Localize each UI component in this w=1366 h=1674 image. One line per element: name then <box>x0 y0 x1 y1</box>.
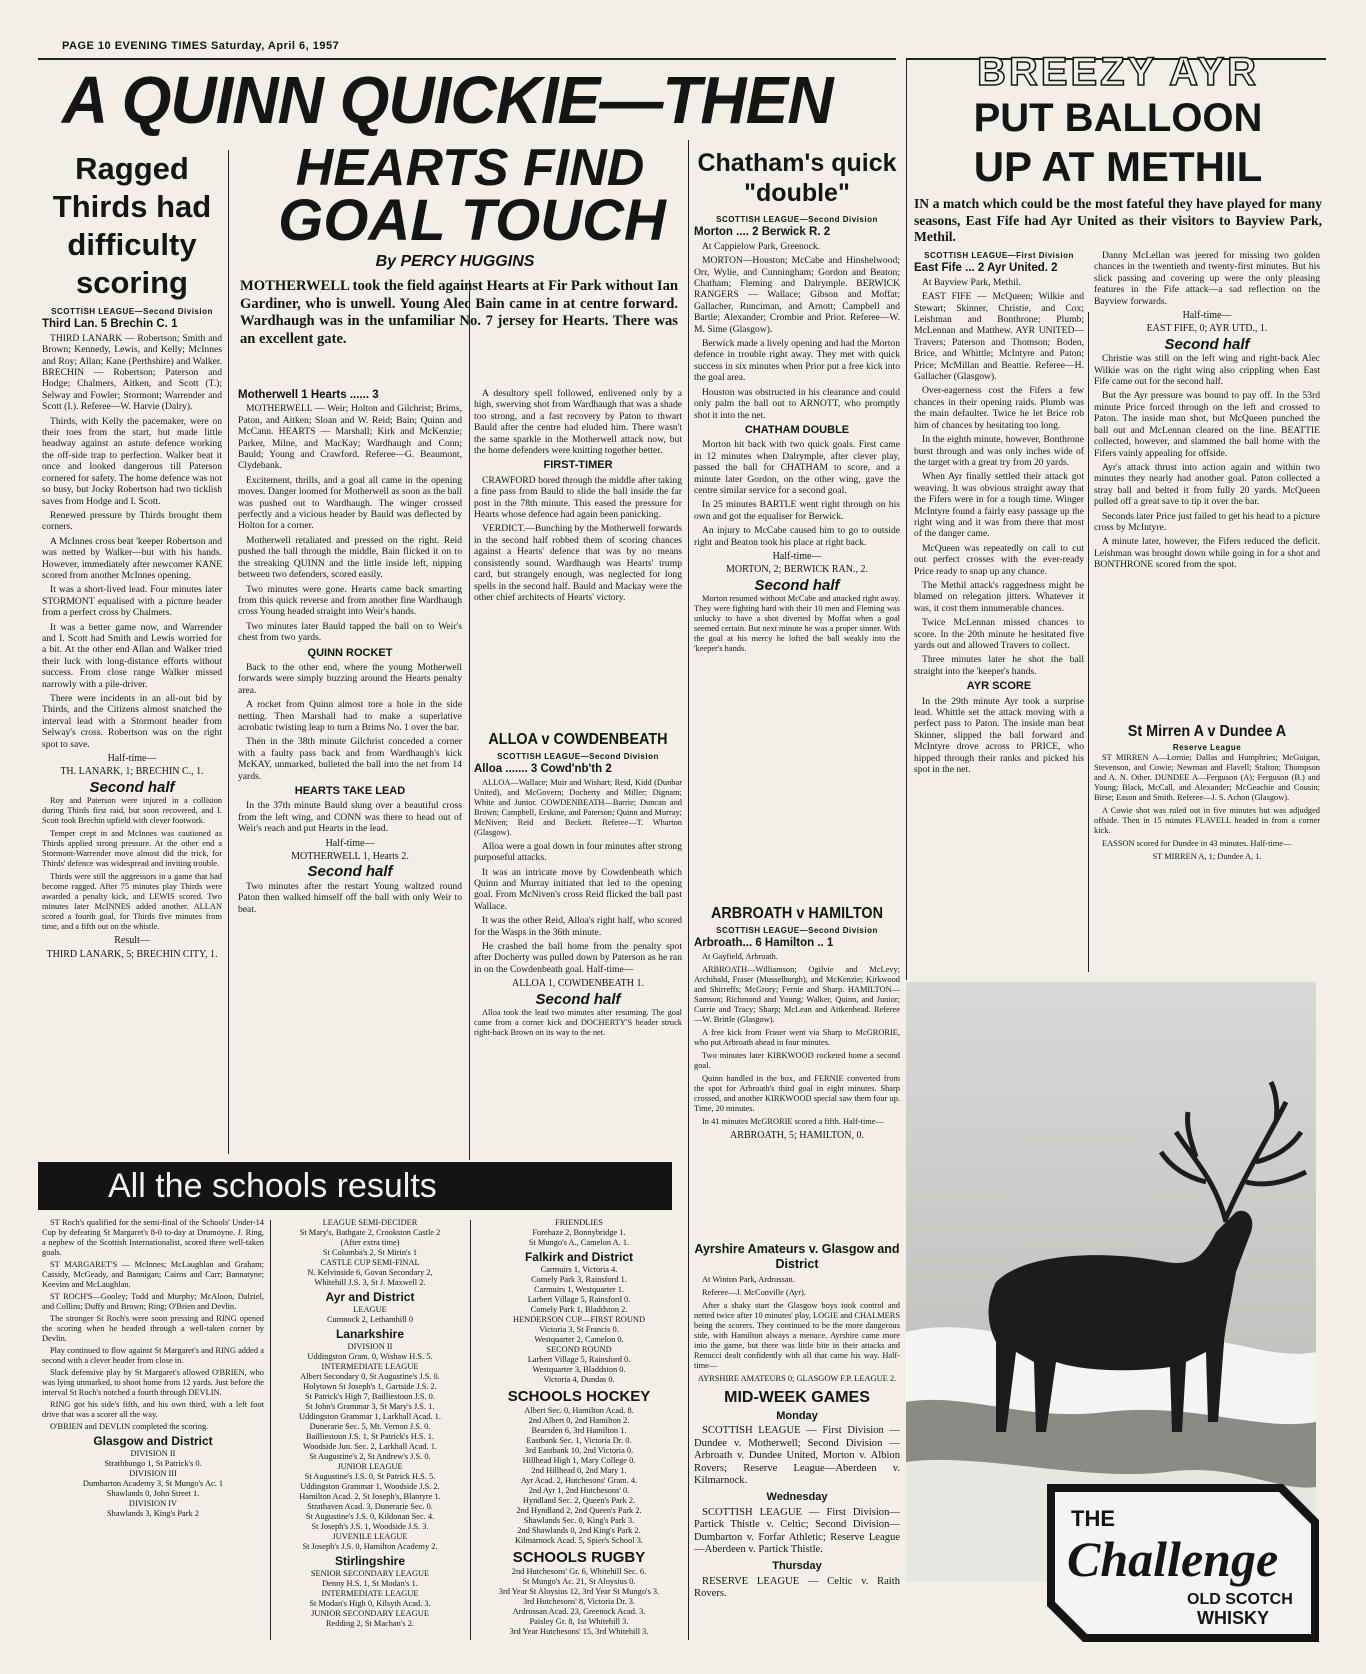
thirds-p9: Thirds were still the aggressors in a game that had become ragged. After 75 minutes play Thirds were awarded a penalty kick, and LEWIS scored. Two minutes later McINNES added another. ALLAN scored a fourth goal, for Thirds five minutes from time, and a fifth out on the whistle. <box>42 872 222 932</box>
alloa-teams: ALLOA—Wallace; Muir and Wishart; Reid, Kidd (Dunbar United), and McGovern; Docherty and Miller; Dignam; White and Junior. COWDENBEATH—Barrie; Duncan and Brown; Campbell, Erskine, and Paterson; Quinn and Murray; McNiven; Reid and Beckett. Referee—T. Wharton (Glasgow). <box>474 777 682 837</box>
chatham-p6: Morton resumed without McCabe and attacked right away. They were fighting hard with their 10 men and Fleming was unlucky to have a shot diverted by Moffat when a goal seemed certain. But next minute he was a proper sinner. With the goal at his mercy he lofted the ball weakly into the 'keeper's hands. <box>694 594 900 654</box>
schools-fal-r2: Comely Park 3, Rainsford 1. <box>531 1275 627 1284</box>
thirds-headline: Ragged Thirds had difficulty scoring <box>52 151 212 300</box>
chatham-p1: Berwick made a lively opening and had the Morton defence in trouble right away. They met with quick success in six minutes when Prior put a free kick into the goal area. <box>694 338 900 384</box>
schools-lan-r3: Albert Secondary 0, St Augustine's J.S. 0. <box>300 1372 440 1381</box>
schools-div2: DIVISION II <box>130 1449 176 1458</box>
thirds-p4: It was a short-lived lead. Four minutes later STORMONT equalised with a picture header from a perfect cross by Chalmers. <box>42 584 222 619</box>
schools-stir-r1: SENIOR SECONDARY LEAGUE <box>310 1569 430 1578</box>
ayr-second-half: Second half <box>1164 335 1250 353</box>
main-sub-hearts-lead: HEARTS TAKE LEAD <box>294 785 406 797</box>
thirds-p8: Temper crept in and McInnes was cautioned as Thirds applied strong pressure. At the other end a Stormont-Warrender move almost did the trick, for Thirds' defence was widespread and inviting trouble. <box>42 829 222 869</box>
main-story-col2 <box>474 388 682 778</box>
arbroath-p3: Quinn handled in the box, and FERNIE converted from the spot for Arbroath's third goal in eight minutes. Sharp crossed, and another KIRKWOOD special saw them four up. Time, 20 minutes. <box>694 1073 900 1113</box>
byline: By PERCY HUGGINS <box>375 253 535 270</box>
schools-fal-r6: HENDERSON CUP—FIRST ROUND <box>512 1315 645 1324</box>
thirds-p2: Renewed pressure by Thirds brought them corners. <box>42 509 222 533</box>
schools-r-r4: 3rd Hutchesons' 8, Victoria Dr. 3. <box>522 1597 636 1606</box>
chatham-league: SCOTTISH LEAGUE—Second Division <box>716 215 878 224</box>
top-rule <box>38 58 896 60</box>
schools-intro: ST Roch's qualified for the semi-final of the Schools' Under-14 Cup by defeating St Margaret's 8-0 to-day at Drumoyne. J. Ring, a nephew of the Scottish Internationalist, scored three well-taken goals. <box>42 1218 264 1257</box>
stmirren-p1: A Cowie shot was ruled out in five minutes but was adjudged offside. Then in 15 minutes FLAVELL headed in from a corner kick. <box>1094 806 1320 836</box>
main-p12: VERDICT.—Bunching by the Motherwell forwards in the second half robbed them of scoring chances against a Hearts' defence that was by no means consistently sound. Wardhaugh was Hearts' trump card, but strangely enough, was neglected for long spells in the second half. Bauld and Mackay were the other chief architects of Hearts' victory. <box>474 523 682 603</box>
column-rule <box>270 1220 271 1640</box>
schools-lan-r2: INTERMEDIATE LEAGUE <box>321 1362 419 1371</box>
thirds-final: THIRD LANARK, 5; BRECHIN CITY, 1. <box>46 948 218 960</box>
chatham-sub: CHATHAM DOUBLE <box>744 423 850 436</box>
thirds-p1: Thirds, with Kelly the pacemaker, were on their toes from the start, but made little headway against an astute defence working the off-side trap to perfection. Walker beat it once and looked dangerous till Paterson cornered for safety. The home defence was not so busy, but Jocky Robertson had two ticklish saves from Hodge and I. Scott. <box>42 415 222 507</box>
ayr-story-col1 <box>914 250 1084 974</box>
schools-lan-r1: Uddingston Gram. 0, Wishaw H.S. 5. <box>307 1352 433 1361</box>
stmirren-story <box>1094 720 1320 968</box>
schools-lan-r16: Strathaven Acad. 3, Dunerarie Sec. 0. <box>307 1502 433 1511</box>
schools-friendlies: FRIENDLIES <box>555 1218 603 1227</box>
ad-old-scotch: OLD SCOTCH <box>1187 1591 1293 1608</box>
schools-r-r5: Ardrossan Acad. 23, Greenock Acad. 3. <box>512 1607 646 1616</box>
midweek-thursday: Thursday <box>772 1560 822 1573</box>
arbroath-headline: ARBROATH v HAMILTON <box>710 905 883 922</box>
schools-h-r1: Albert Sec. 0, Hamilton Acad. 8. <box>524 1406 634 1415</box>
main-p6: A rocket from Quinn almost tore a hole in the side netting. Then Marshall had to make a superlative acrobatic twisting leap to turn a Brims No. 1 over the bar. <box>238 699 462 733</box>
schools-c2-7: Whitehill J.S. 3, St J. Maxwell 2. <box>314 1278 426 1287</box>
chatham-second-half: Second half <box>754 576 840 594</box>
main-p9: Two minutes after the restart Young waltzed round Paton then walked himself off the ball with only Weir to beat. <box>238 880 462 915</box>
schools-ayr-league: LEAGUE <box>353 1305 387 1314</box>
schools-falkirk: Falkirk and District <box>524 1250 634 1264</box>
schools-gd-r4: Shawlands 3, King's Park 2 <box>106 1509 199 1518</box>
schools-ayr-district: Ayr and District <box>325 1290 415 1304</box>
main-sub-first-timer: FIRST-TIMER <box>543 459 613 472</box>
schools-col2 <box>274 1218 466 1642</box>
column-rule <box>228 150 229 1154</box>
schools-h-r10: Hyndland Sec. 2, Queen's Park 2. <box>522 1496 636 1505</box>
arbroath-teams: ARBROATH—Williamson; Ogilvie and McLevy; Archibald, Fraser (Musselburgh), and McKenzie; Kirkwood and Shirreffs; McGrory; Fernie and Sharp. HAMILTON—Samson; Richmond and Young; Walker, Quinn, and Junior; Currie and Tracy; Sharp; McLean and Aitkenhead. Referee—W. Brittle (Glasgow). <box>694 964 900 1024</box>
alloa-p1: Alloa were a goal down in four minutes after strong purposeful attacks. <box>474 840 682 864</box>
midweek-wed-text: SCOTTISH LEAGUE — First Division—Partick Thistle v. Celtic; Second Division—Dumbarton v. Forfar Athletic; Reserve League—Aberdeen v. Partick Thistle. <box>694 1506 900 1556</box>
chatham-halftime: Half-time— <box>772 550 822 562</box>
schools-h-r5: 3rd Eastbank 10, 2nd Victoria 0. <box>524 1446 634 1455</box>
ayr-p9: Danny McLellan was jeered for missing two golden chances in the twentieth and twenty-first minutes. But his slick passing and covering up were the only pleasing features in the Fife attack—a sad reflection on the Bayview forwards. <box>1094 250 1320 307</box>
chatham-htscore: MORTON, 2; BERWICK RAN., 2. <box>725 564 868 576</box>
thirds-result: Result— <box>114 935 150 947</box>
schools-p1: The stronger St Roch's were soon pressing and RING opened the scoring when he headed through a well-taken corner by Devlin. <box>42 1314 264 1343</box>
main-headline-2: HEARTS FIND <box>295 139 645 197</box>
schools-r-r7: 3rd Year Hutchesons' 15, 3rd Whitehill 3. <box>509 1627 649 1636</box>
thirds-story <box>42 150 222 1150</box>
alloa-p5: Alloa took the lead two minutes after resuming. The goal came from a corner kick and DOCHERTY'S header struck right-back Brown on its way to the net. <box>474 1008 682 1038</box>
schools-h-r7: 2nd Hillhead 0, 2nd Mary 1. <box>531 1466 627 1475</box>
schools-lan-div: DIVISION II <box>347 1342 393 1351</box>
schools-stir-r2: Denny H.S. 1, St Modan's 1. <box>322 1579 418 1588</box>
stmirren-htscore: ST MIRREN A, 1; Dundee A, 1. <box>1152 852 1262 862</box>
stmirren-league: Reserve League <box>1172 743 1242 752</box>
ayr-story-col2 <box>1094 250 1320 686</box>
main-p1: Excitement, thrills, and a goal all came in the opening moves. Danger loomed for Motherwell as soon as the ball was pushed out to Wardhaugh. The winger crossed perfectly and a vicious header by Bauld was deflected by Holton for a corner. <box>238 474 462 532</box>
alloa-score: Alloa ....... 3 Cowd'nb'th 2 <box>474 763 612 776</box>
schools-t1: ST MARGARET'S — McInnes; McLaughlan and Graham; Cassidy, McGeady, and Bannigan; Cairns and Carr; Bannatyne; Keevins and McLaughlan. <box>42 1260 264 1289</box>
ayr-headline-3: UP AT METHIL <box>973 143 1263 190</box>
chatham-headline: Chatham's quick "double" <box>697 149 897 207</box>
thirds-league: SCOTTISH LEAGUE—Second Division <box>51 307 213 316</box>
main-htscore: MOTHERWELL 1, Hearts 2. <box>291 851 409 863</box>
schools-lan-r14: Uddingston Grammar 1, Woodside J.S. 2. <box>300 1482 440 1491</box>
main-headline-3: GOAL TOUCH <box>278 188 666 253</box>
chatham-score: Morton .... 2 Berwick R. 2 <box>694 226 831 239</box>
main-intro: MOTHERWELL took the field against Hearts at Fir Park without Ian Gardiner, who is unwell. Young Alec Bain came in at centre forward. Wardhaugh was in the unfamiliar No. 7 jersey for Hearts. There was an excellent gate. <box>240 278 678 347</box>
ayr-intro: IN a match which could be the most fateful they have played for many seasons, East Fife had Ayr United as their visitors to Bayview Park, Methil. <box>914 196 1322 244</box>
schools-gd-r3: Shawlands 0, John Street 1. <box>106 1489 200 1498</box>
schools-h-r4: Eastbank Sec. 1, Victoria Dr. 0. <box>526 1436 632 1445</box>
alloa-second-half: Second half <box>535 990 621 1008</box>
thirds-htscore: TH. LANARK, 1; BRECHIN C., 1. <box>60 766 204 778</box>
schools-div4: DIVISION IV <box>128 1499 178 1508</box>
schools-c2-3: (After extra time) <box>340 1238 400 1247</box>
schools-fal-r7: Victoria 3, St Francis 0. <box>539 1325 619 1334</box>
chatham-p4: In 25 minutes BARTLE went right through on his own and got the equaliser for Berwick. <box>694 499 900 522</box>
arbroath-venue: At Gayfield, Arbroath. <box>702 951 778 961</box>
thirds-second-half: Second half <box>89 778 175 796</box>
schools-c2-5: CASTLE CUP SEMI-FINAL <box>320 1258 420 1267</box>
arbroath-score: Arbroath... 6 Hamilton .. 1 <box>694 937 834 950</box>
schools-fal-r8: Westquarter 2, Camelon 0. <box>534 1335 624 1344</box>
chatham-story <box>694 148 900 900</box>
schools-stirlingshire: Stirlingshire <box>334 1554 405 1568</box>
column-rule <box>688 140 689 1640</box>
arbroath-league: SCOTTISH LEAGUE—Second Division <box>716 926 878 935</box>
schools-fal-r5: Comely Park 1, Bladdston 2. <box>530 1305 628 1314</box>
schools-stir-r5: JUNIOR SECONDARY LEAGUE <box>311 1609 429 1618</box>
schools-ayr-r1: Cumnock 2, Lethamhill 0 <box>326 1315 414 1324</box>
ayr-p1: Over-eagerness cost the Fifers a few chances in their opening raids. Plumb was the main defaulter. Twice he let Brice rob him of chances by hesitating too long. <box>914 385 1084 431</box>
schools-r-r2: St Mungo's Ac. 21, St Aloysius 0. <box>522 1577 636 1586</box>
chatham-venue: At Cappielow Park, Greenock. <box>702 240 821 252</box>
chatham-p3: Morton hit back with two quick goals. First came in 12 minutes when Dalrymple, after clever play, passed the ball for CHATHAM to score, and a minute later Gordon, on the other wing, gave the centre similar service for a second goal. <box>694 439 900 496</box>
main-headline-1: A QUINN QUICKIE—THEN <box>62 62 833 138</box>
schools-p3: Slack defensive play by St Margaret's allowed O'BRIEN, who was lying unmarked, to shoot home from 12 yards. Just before the interval St Roch's notched a fourth through DEVLIN. <box>42 1368 264 1397</box>
ayr-p6: Twice McLennan missed chances to score. In the 20th minute he hesitated five yards out and allowed Travers to collect. <box>914 617 1084 651</box>
schools-fal-r11: Westquarter 3, Bladdston 0. <box>532 1365 626 1374</box>
schools-h-r13: 2nd Shawlands 0, 2nd King's Park 2. <box>517 1526 641 1535</box>
schools-stir-r3: INTERMEDIATE LEAGUE <box>321 1589 419 1598</box>
midweek-games <box>694 1388 900 1642</box>
schools-stir-r6: Redding 2, St Machan's 2. <box>325 1619 415 1628</box>
ayr-headline-1: BREEZY AYR <box>977 50 1259 94</box>
schools-h-r11: 2nd Hyndland 2, 2nd Queen's Park 2. <box>516 1506 642 1515</box>
main-p2: Motherwell retaliated and pressed on the right. Reid pushed the ball through the middle, Bain flicked it on to the streaking QUINN and the little inside left, nipping between two defenders, scored easily. <box>238 534 462 581</box>
schools-hockey: SCHOOLS HOCKEY <box>507 1388 651 1405</box>
ad-brand: Challenge <box>1067 1531 1279 1587</box>
schools-h-r6: Hillhead High 1, Mary College 0. <box>522 1456 636 1465</box>
ayr-venue: At Bayview Park, Methil. <box>922 276 1021 288</box>
ayr-teams: EAST FIFE — McQueen; Wilkie and Stewart; Skinner, Christie, and Cox; Leishman and Bonthrone; Plumb; McLennan and Matthew. AYR UNITED—Travers; Paterson and Thomson; Boden, Brice, and Whittle; McIntyre and Paton; Price; McMillan and Beattie. Referee—H. Gallacher (Glasgow). <box>914 291 1084 383</box>
schools-fal-r4: Larbert Village 5, Rainsford 0. <box>527 1295 631 1304</box>
schools-banner: All the schools results <box>38 1162 672 1210</box>
schools-lan-r15: Hamilton Acad. 2, St Joseph's, Blantyre 1. <box>299 1492 441 1501</box>
ayr-p14: A minute later, however, the Fifers reduced the deficit. Leishman was brought down while going in for a shot and BONTHRONE scored from the spot. <box>1094 536 1320 571</box>
thirds-score: Third Lan. 5 Brechin C. 1 <box>42 318 178 331</box>
ayrshire-p1: Referee—J. McConville (Ayr). <box>702 1288 806 1297</box>
main-p7: Then in the 38th minute Gilchrist conceded a corner with a faulty pass back and from Wardhaugh's kick McKAY, unmarked, bulleted the ball into the net from 14 yards. <box>238 736 462 782</box>
schools-c2-4: St Columba's 2, St Mirin's 1 <box>322 1248 418 1257</box>
schools-r-r1: 2nd Hutchesons' Gr. 6, Whitehill Sec. 6. <box>511 1567 647 1576</box>
main-score: Motherwell 1 Hearts ...... 3 <box>238 389 379 401</box>
alloa-league: SCOTTISH LEAGUE—Second Division <box>497 752 659 761</box>
schools-lan-r4: Holytown St Joseph's 1, Gartside J.S. 2. <box>303 1382 437 1391</box>
main-halftime: Half-time— <box>325 837 375 849</box>
main-story-col1 <box>238 388 462 1158</box>
stmirren-teams: ST MIRREN A—Lornie; Dallas and Humphries; McGuigan, Stevenson, and Cowie; Newman and Flavell; Stalton; Thompson and A. N. Other. DUNDEE A—Ferguson (A); Ferguson (B.) and Young; Black, McCall, and Alexander; McGeachie and Cousin; Birse; Eason and Smith. Referee—J. S. Achon (Glasgow). <box>1094 753 1320 803</box>
schools-lan-r17: St Augustine's J.S. 0, Kildonan Sec. 4. <box>305 1512 435 1521</box>
folio: PAGE 10 EVENING TIMES Saturday, April 6, 1957 <box>62 40 340 52</box>
chatham-p5: An injury to McCabe caused him to go to outside right and Beaton took his place at right back. <box>694 525 900 548</box>
ayr-p2: In the eighth minute, however, Bonthrone burst through and was only inches wide of the target with a great try from 20 yards. <box>914 434 1084 468</box>
schools-div3: DIVISION III <box>129 1469 177 1478</box>
stmirren-p2: EASSON scored for Dundee in 43 minutes. Half-time— <box>1102 839 1292 849</box>
ayrshire-story <box>694 1242 900 1388</box>
ayr-sub-score: AYR SCORE <box>966 680 1032 693</box>
schools-h-r2: 2nd Albert 0, 2nd Hamilton 2. <box>528 1416 630 1425</box>
main-p5: Back to the other end, where the young Motherwell forwards were simply buzzing around the Hearts penalty area. <box>238 661 462 696</box>
schools-fal-r12: Victoria 4, Dundas 0. <box>543 1375 615 1384</box>
schools-c2-1: LEAGUE SEMI-DECIDER <box>322 1218 418 1227</box>
stmirren-headline: St Mirren A v Dundee A <box>1127 723 1287 740</box>
main-teams: MOTHERWELL — Weir; Holton and Gilchrist; Brims, Paton, and Aitken; Sloan and W. Reid; Bain; Quinn and McCann. HEARTS — Marshall; Kirk and McKenzie; Parker, Milne, and MacKay; Wardhaugh and Conn; Bauld; Young and Crawford. Referee—G. Beaumont, Clydebank. <box>238 403 462 472</box>
thirds-p3: A McInnes cross beat 'keeper Robertson and was netted by Walker—but with his hands. However, immediately after newcomer KANE scored from another McInnes opening. <box>42 535 222 581</box>
alloa-headline: ALLOA v COWDENBEATH <box>488 731 668 748</box>
schools-r-r6: Paisley Gr. 8, 1st Whitehill 3. <box>529 1617 629 1626</box>
midweek-mon-text: SCOTTISH LEAGUE — First Division — Dundee v. Motherwell; Second Division — Arbroath v. Dundee United, Morton v. Albion Rovers; Reserve League—Aberdeen v. Kilmarnock. <box>694 1425 900 1487</box>
main-p11: CRAWFORD bored through the middle after taking a fine pass from Bauld to slide the ball inside the far post in the 78th minute. This eased the pressure for Hearts whose defence had again been panicking. <box>474 474 682 521</box>
ayr-score: East Fife ... 2 Ayr United. 2 <box>914 262 1058 275</box>
schools-lan-r8: Dunerarie Sec. 5, Mt. Vernon J.S. 0. <box>309 1422 431 1431</box>
schools-lanarkshire: Lanarkshire <box>335 1327 405 1341</box>
schools-col1 <box>42 1218 264 1642</box>
schools-lan-r10: Woodside Jun. Sec. 2, Larkhall Acad. 1. <box>303 1442 437 1451</box>
ayr-p5: The Methil attack's raggedness might be blamed on relegation jitters. Whatever it was, it cost them innumerable chances. <box>914 579 1084 614</box>
chatham-teams: MORTON—Houston; McCabe and Hinshelwood; Orr, Wylie, and Cunningham; Gordon and Beaton; Chatham; Fleming and Dalrymple. BERWICK RANGERS — Wallace; Gibson and Moffat; Gallacher, Runciman, and Arnott; Campbell and Bartle; Alexander; Crombie and Prior. Referee—W. M. Sime (Glasgow). <box>694 255 900 335</box>
alloa-p3: It was the other Reid, Alloa's right half, who scored for the Wasps in the 36th minute. <box>474 915 682 938</box>
ayr-headline-2: PUT BALLOON <box>973 96 1263 140</box>
midweek-monday: Monday <box>776 1410 818 1422</box>
schools-fal-r9: SECOND ROUND <box>546 1345 612 1354</box>
schools-gd-r1: Strathbungo 1, St Patrick's 0. <box>104 1459 202 1468</box>
schools-fr-r2: St Mungo's A., Camelon A. 1. <box>528 1238 630 1247</box>
schools-lan-r18: St Joseph's J.S. 1, Woodside J.S. 3. <box>311 1522 429 1531</box>
ayr-htscore: EAST FIFE, 0; AYR UTD., 1. <box>1146 323 1268 335</box>
schools-c2-6: N. Kelvinside 6, Govan Secondary 2, <box>307 1268 433 1277</box>
ayr-p13: Seconds later Price just failed to get his head to a picture cross by McIntyre. <box>1094 510 1320 533</box>
schools-r-r3: 3rd Year St Aloysius 12, 3rd Year St Mungo's 3. <box>498 1587 660 1596</box>
main-p10: A desultory spell followed, enlivened only by a high, swerving shot from Wardhaugh that was a shade too strong, and a fast recovery by Paton to thwart Bauld after the centre had eluded him. There wasn't the same sparkle in the Motherwell attack now, but the home defenders were knitting together better. <box>474 388 682 457</box>
ayr-league: SCOTTISH LEAGUE—First Division <box>924 251 1074 260</box>
schools-lan-r9: Bailliestoun J.S. 1, St Patrick's H.S. 1. <box>305 1432 435 1441</box>
arbroath-story <box>694 904 900 1242</box>
arbroath-htscore: ARBROATH, 5; HAMILTON, 0. <box>730 1129 864 1141</box>
ayr-p3: When Ayr finally settled their attack got weaving. It was obvious straight away that the Fifers were in for a tough time. Winger McIntyre found a fairly easy passage up the right wing and it was from there that most of the danger came. <box>914 471 1084 540</box>
midweek-headline: MID-WEEK GAMES <box>724 1389 870 1406</box>
chatham-p2: Houston was obstructed in his clearance and could only palm the ball out to ARNOTT, who promptly shot it into the net. <box>694 386 900 421</box>
arbroath-p4: In 41 minutes McGRORIE scored a fifth. Half-time— <box>702 1116 884 1126</box>
column-rule <box>906 60 907 980</box>
column-rule <box>1088 312 1089 972</box>
schools-lan-r11: St Augustine's 2, St Andrew's J.S. 0. <box>309 1452 431 1461</box>
schools-lan-r13: St Augustine's J.S. 0, St Patrick H.S. 5. <box>304 1472 436 1481</box>
alloa-p2: It was an intricate move by Cowdenbeath which Quinn and Murray initiated that led to the opening goal. From McNiven's cross Reid flicked the ball past Wallace. <box>474 866 682 912</box>
schools-fr-r1: Forehaze 2, Bonnybridge 1. <box>532 1228 626 1237</box>
ayr-p7: Three minutes later he shot the ball straight into the 'keeper's hands. <box>914 654 1084 677</box>
ayrshire-p2: After a shaky start the Glasgow boys took control and netted twice after 10 minutes' play, LOGIE and CHALMERS being the scorers. They continued to be the more dangerous side, with Hamilton always a menace. Ayrshire came more into the game, but there was little bite in their attacks and Renucci dealt confidently with all that came his way. Half-time— <box>694 1301 900 1370</box>
thirds-p7: Roy and Paterson were injured in a collision during Thirds first raid, but soon recovered, and I. Scott took Brechin upfield with clever footwork. <box>42 796 222 826</box>
schools-p4: RING got his side's fifth, and his own third, with a left foot drive that was a scorer all the way. <box>42 1400 264 1419</box>
schools-gd-r2: Dumbarton Academy 3, St Mungo's Ac. 1 <box>82 1479 224 1488</box>
ayrshire-headline: Ayrshire Amateurs v. Glasgow and District <box>694 1242 900 1271</box>
thirds-p6: There were incidents in an all-out bid by Thirds, and the Citizens almost snatched the interval lead with a Stormont header from Selway's cross. Robertson was on the right spot to save. <box>42 693 222 750</box>
main-sub-second-half: Second half <box>307 863 393 881</box>
column-rule <box>469 280 470 1160</box>
schools-h-r12: Shawlands Sec. 0, King's Park 3. <box>523 1516 635 1525</box>
main-p3: Two minutes were gone. Hearts came back smarting from this quick reverse and from another fine Wardhaugh cross Young headed straight into Weir's hands. <box>238 583 462 618</box>
schools-lan-r5: St Patrick's High 7, Bailliestoun J.S. 0. <box>305 1392 435 1401</box>
thirds-halftime: Half-time— <box>107 753 157 765</box>
column-rule <box>470 1220 471 1640</box>
ayr-p12: Ayr's attack thrust into action again and within two minutes they nearly had another goal. Paton collected a stray ball and belted it from fully 20 yards. McQueen pulled off a great save to tip it over the bar. <box>1094 461 1320 508</box>
main-p8: In the 37th minute Bauld slung over a beautiful cross from the left wing, and CONN was there to head out of Weir's reach and put Hearts in the lead. <box>238 800 462 835</box>
ayr-p4: McQueen was repeatedly on call to cut out perfect crosses with the ever-ready Price ready to snap up any chance. <box>914 542 1084 577</box>
schools-rugby: SCHOOLS RUGBY <box>512 1549 646 1566</box>
ayrshire-venue: At Winton Park, Ardrossan. <box>702 1275 795 1284</box>
schools-p2: Play continued to flow against St Margaret's and RING added a second with a clever header from close in. <box>42 1346 264 1365</box>
schools-lan-r19: JUVENILE LEAGUE <box>332 1532 408 1541</box>
schools-col3 <box>476 1218 682 1642</box>
schools-h-r3: Bearsden 6, 3rd Hamilton 1. <box>531 1426 627 1435</box>
schools-t2: ST ROCH'S—Gooley; Todd and Murphy; McAloon, Dalziel, and Collins; Duffy and Brown; Ring; O'Brien and Devlin. <box>42 1292 264 1311</box>
schools-c2-2: St Mary's, Bathgate 2, Crookston Castle 2 <box>299 1228 441 1237</box>
schools-h-r9: 2nd Ayr 1, 2nd Hutchesons' 0. <box>528 1486 630 1495</box>
ayrshire-htscore: AYRSHIRE AMATEURS 0; GLASGOW F.P. LEAGUE 2. <box>697 1374 897 1383</box>
schools-fal-r3: Carmuirs 1, Westquarter 1. <box>533 1285 625 1294</box>
alloa-story <box>474 728 682 1158</box>
thirds-teams: THIRD LANARK — Robertson; Smith and Brown; Kennedy, Lewis, and Kelly; McInnes and Roy; Allan; Kane (Perthshire) and Walker. BRECHIN — Robertson; Paterson and Hodge; Chalmers, Aitken, and Scott (T.); Selway and Fowler; Stormont; Warrender and Scott (I.). Referee—W. Harvie (Dalry). <box>42 332 222 413</box>
ayr-p10: Christie was still on the left wing and right-back Alec Wilkie was on the right wing also crippling when East Fife came out for the second half. <box>1094 353 1320 388</box>
alloa-p4: He crashed the ball home from the penalty spot after Docherty was pulled down by Paterson as he ran in on the Cowdenbeath goal. Half-time— <box>474 941 682 975</box>
challenge-whisky-ad <box>1047 1484 1319 1642</box>
ad-whisky: WHISKY <box>1197 1608 1269 1628</box>
schools-lan-r20: St Joseph's J.S. 0, Hamilton Academy 2. <box>302 1542 438 1551</box>
schools-stir-r4: St Modan's High 0, Kilsyth Acad. 3. <box>309 1599 431 1608</box>
schools-p5: O'BRIEN and DEVLIN completed the scoring. <box>50 1422 209 1431</box>
thirds-p5: It was a better game now, and Warrender and I. Scott had Smith and Lewis worried for a bit. At the other end Allan and Walker tried their luck with long-distance efforts without success. From close range Walker missed narrowly with a pile-driver. <box>42 621 222 690</box>
schools-h-r14: Kilmarnock Acad. 5, Spier's School 3. <box>514 1536 644 1545</box>
main-sub-quinn-rocket: QUINN ROCKET <box>307 646 393 659</box>
ayr-p8: In the 29th minute Ayr took a surprise lead. Whittle set the attack moving with a perfect pass to Paton. The inside man beat Skinner, slipped the ball forward and McIntyre drove across to PRICE, who hipped through their ranks and picked his spot in the net. <box>914 695 1084 776</box>
schools-lan-r7: Uddingston Grammar 1, Larkhall Acad. 1. <box>299 1412 441 1421</box>
arbroath-p2: Two minutes later KIRKWOOD rocketed home a second goal. <box>694 1050 900 1070</box>
ad-the: THE <box>1071 1506 1115 1531</box>
schools-gd: Glasgow and District <box>93 1434 213 1448</box>
arbroath-p1: A free kick from Fraser went via Sharp to McGRORIE, who put Arbroath ahead in four minutes. <box>694 1027 900 1047</box>
schools-fal-r10: Larbert Village 5, Rainsford 0. <box>527 1355 631 1364</box>
schools-lan-r12: JUNIOR LEAGUE <box>337 1462 403 1471</box>
ayr-p11: But the Ayr pressure was bound to pay off. In the 53rd minute Price forced through on the left and crossed to Paton. The inside man shot, but McQueen punched the ball out and McLennan cleared on the line. BEATTIE collected, however, and slammed the ball home with the Fifers vainly appealing for offside. <box>1094 390 1320 459</box>
schools-fal-r1: Carmuirs 1, Victoria 4. <box>540 1265 618 1274</box>
main-p4: Two minutes later Bauld tapped the ball on to Weir's chest from two yards. <box>238 620 462 644</box>
schools-h-r8: Ayr Acad. 2, Hutchesons' Gram. 4. <box>520 1476 638 1485</box>
alloa-htscore: ALLOA 1, COWDENBEATH 1. <box>512 978 644 990</box>
schools-lan-r6: St John's Grammar 3, St Mary's J.S. 1. <box>305 1402 435 1411</box>
midweek-wednesday: Wednesday <box>766 1491 828 1504</box>
ayr-halftime: Half-time— <box>1182 310 1232 322</box>
midweek-thu-text: RESERVE LEAGUE — Celtic v. Raith Rovers. <box>694 1575 900 1600</box>
